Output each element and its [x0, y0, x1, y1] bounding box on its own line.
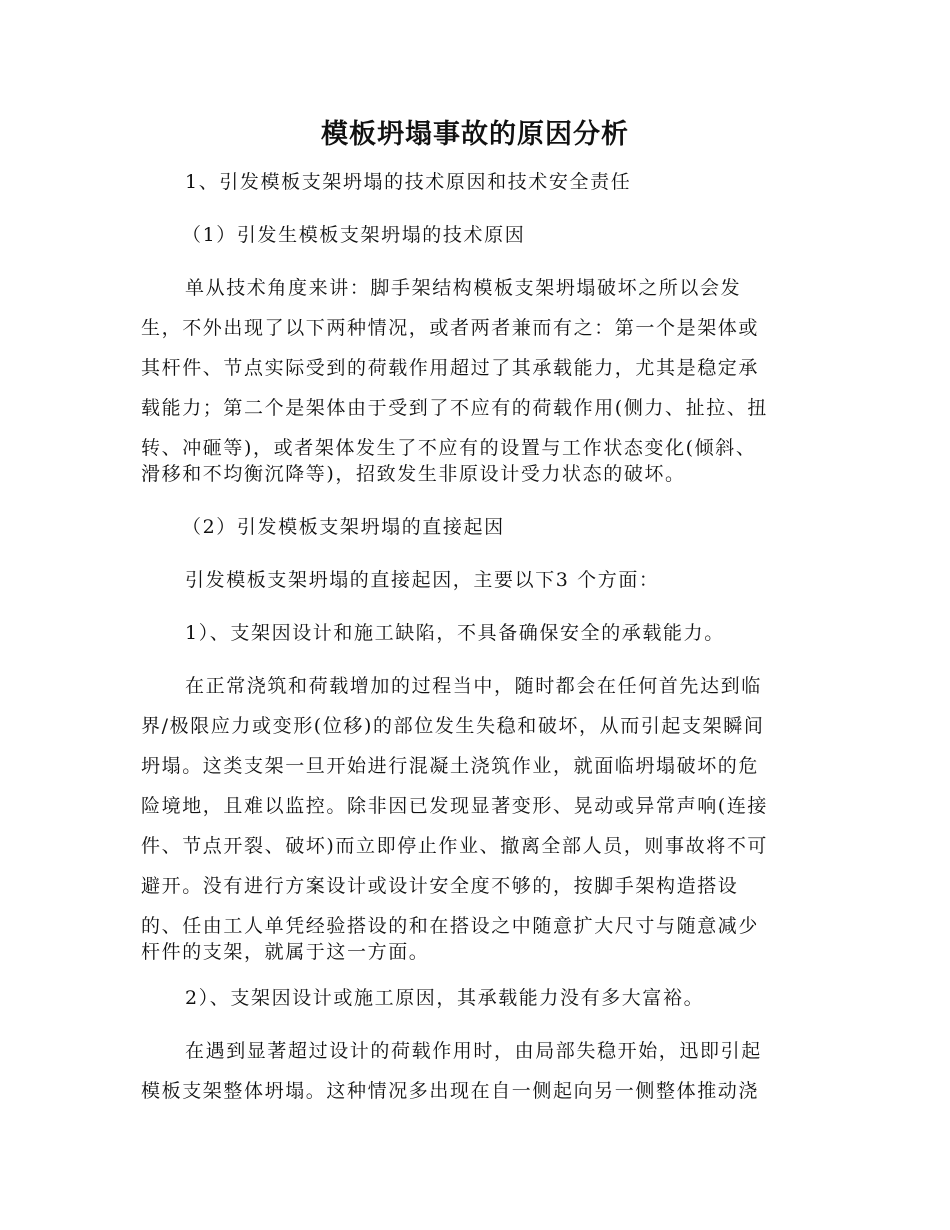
paragraph-line: 险境地，且难以监控。除非因已发现显著变形、晃动或异常声响(连接 [141, 795, 769, 817]
paragraph-line: 避开。没有进行方案设计或设计安全度不够的，按脚手架构造搭设 [141, 875, 739, 897]
document-title: 模板坍塌事故的原因分析 [321, 119, 629, 150]
paragraph-line: 在正常浇筑和荷载增加的过程当中，随时都会在任何首先达到临 [185, 675, 762, 697]
paragraph-line: 生，不外出现了以下两种情况，或者两者兼而有之：第一个是架体或 [141, 317, 760, 339]
subsection-heading-1: （1）引发生模板支架坍塌的技术原因 [182, 224, 526, 246]
paragraph-line: 引发模板支架坍塌的直接起因，主要以下3 个方面： [185, 569, 660, 591]
paragraph-line: 杆件的支架，就属于这一方面。 [141, 941, 430, 963]
paragraph-line: 转、冲砸等)，或者架体发生了不应有的设置与工作状态变化(倾斜、 [141, 437, 757, 459]
paragraph-line: 其杆件、节点实际受到的荷载作用超过了其承载能力，尤其是稳定承 [141, 357, 760, 379]
subsection-heading-2: （2）引发模板支架坍塌的直接起因 [182, 516, 505, 538]
list-item-heading: 1）、支架因设计和施工缺陷，不具备确保安全的承载能力。 [185, 622, 725, 644]
section-heading-1: 1、引发模板支架坍塌的技术原因和技术安全责任 [185, 171, 632, 193]
paragraph-line: 的、任由工人单凭经验搭设的和在搭设之中随意扩大尺寸与随意减少 [141, 915, 760, 937]
list-item-heading: 2）、支架因设计或施工原因，其承载能力没有多大富裕。 [185, 987, 705, 1009]
paragraph-line: 载能力；第二个是架体由于受到了不应有的荷载作用(侧力、扯拉、扭 [141, 397, 769, 419]
paragraph-line: 件、节点开裂、破坏)而立即停止作业、撤离全部人员，则事故将不可 [141, 835, 769, 857]
paragraph-line: 在遇到显著超过设计的荷载作用时，由局部失稳开始，迅即引起 [185, 1040, 762, 1062]
paragraph-line: 模板支架整体坍塌。这种情况多出现在自一侧起向另一侧整体推动浇 [141, 1080, 760, 1102]
paragraph-line: 坍塌。这类支架一旦开始进行混凝土浇筑作业，就面临坍塌破坏的危 [141, 755, 760, 777]
paragraph-line: 界/极限应力或变形(位移)的部位发生失稳和破坏，从而引起支架瞬间 [141, 715, 765, 737]
paragraph-line: 滑移和不均衡沉降等)，招致发生非原设计受力状态的破坏。 [141, 463, 686, 485]
paragraph-line: 单从技术角度来讲：脚手架结构模板支架坍塌破坏之所以会发 [185, 277, 742, 299]
